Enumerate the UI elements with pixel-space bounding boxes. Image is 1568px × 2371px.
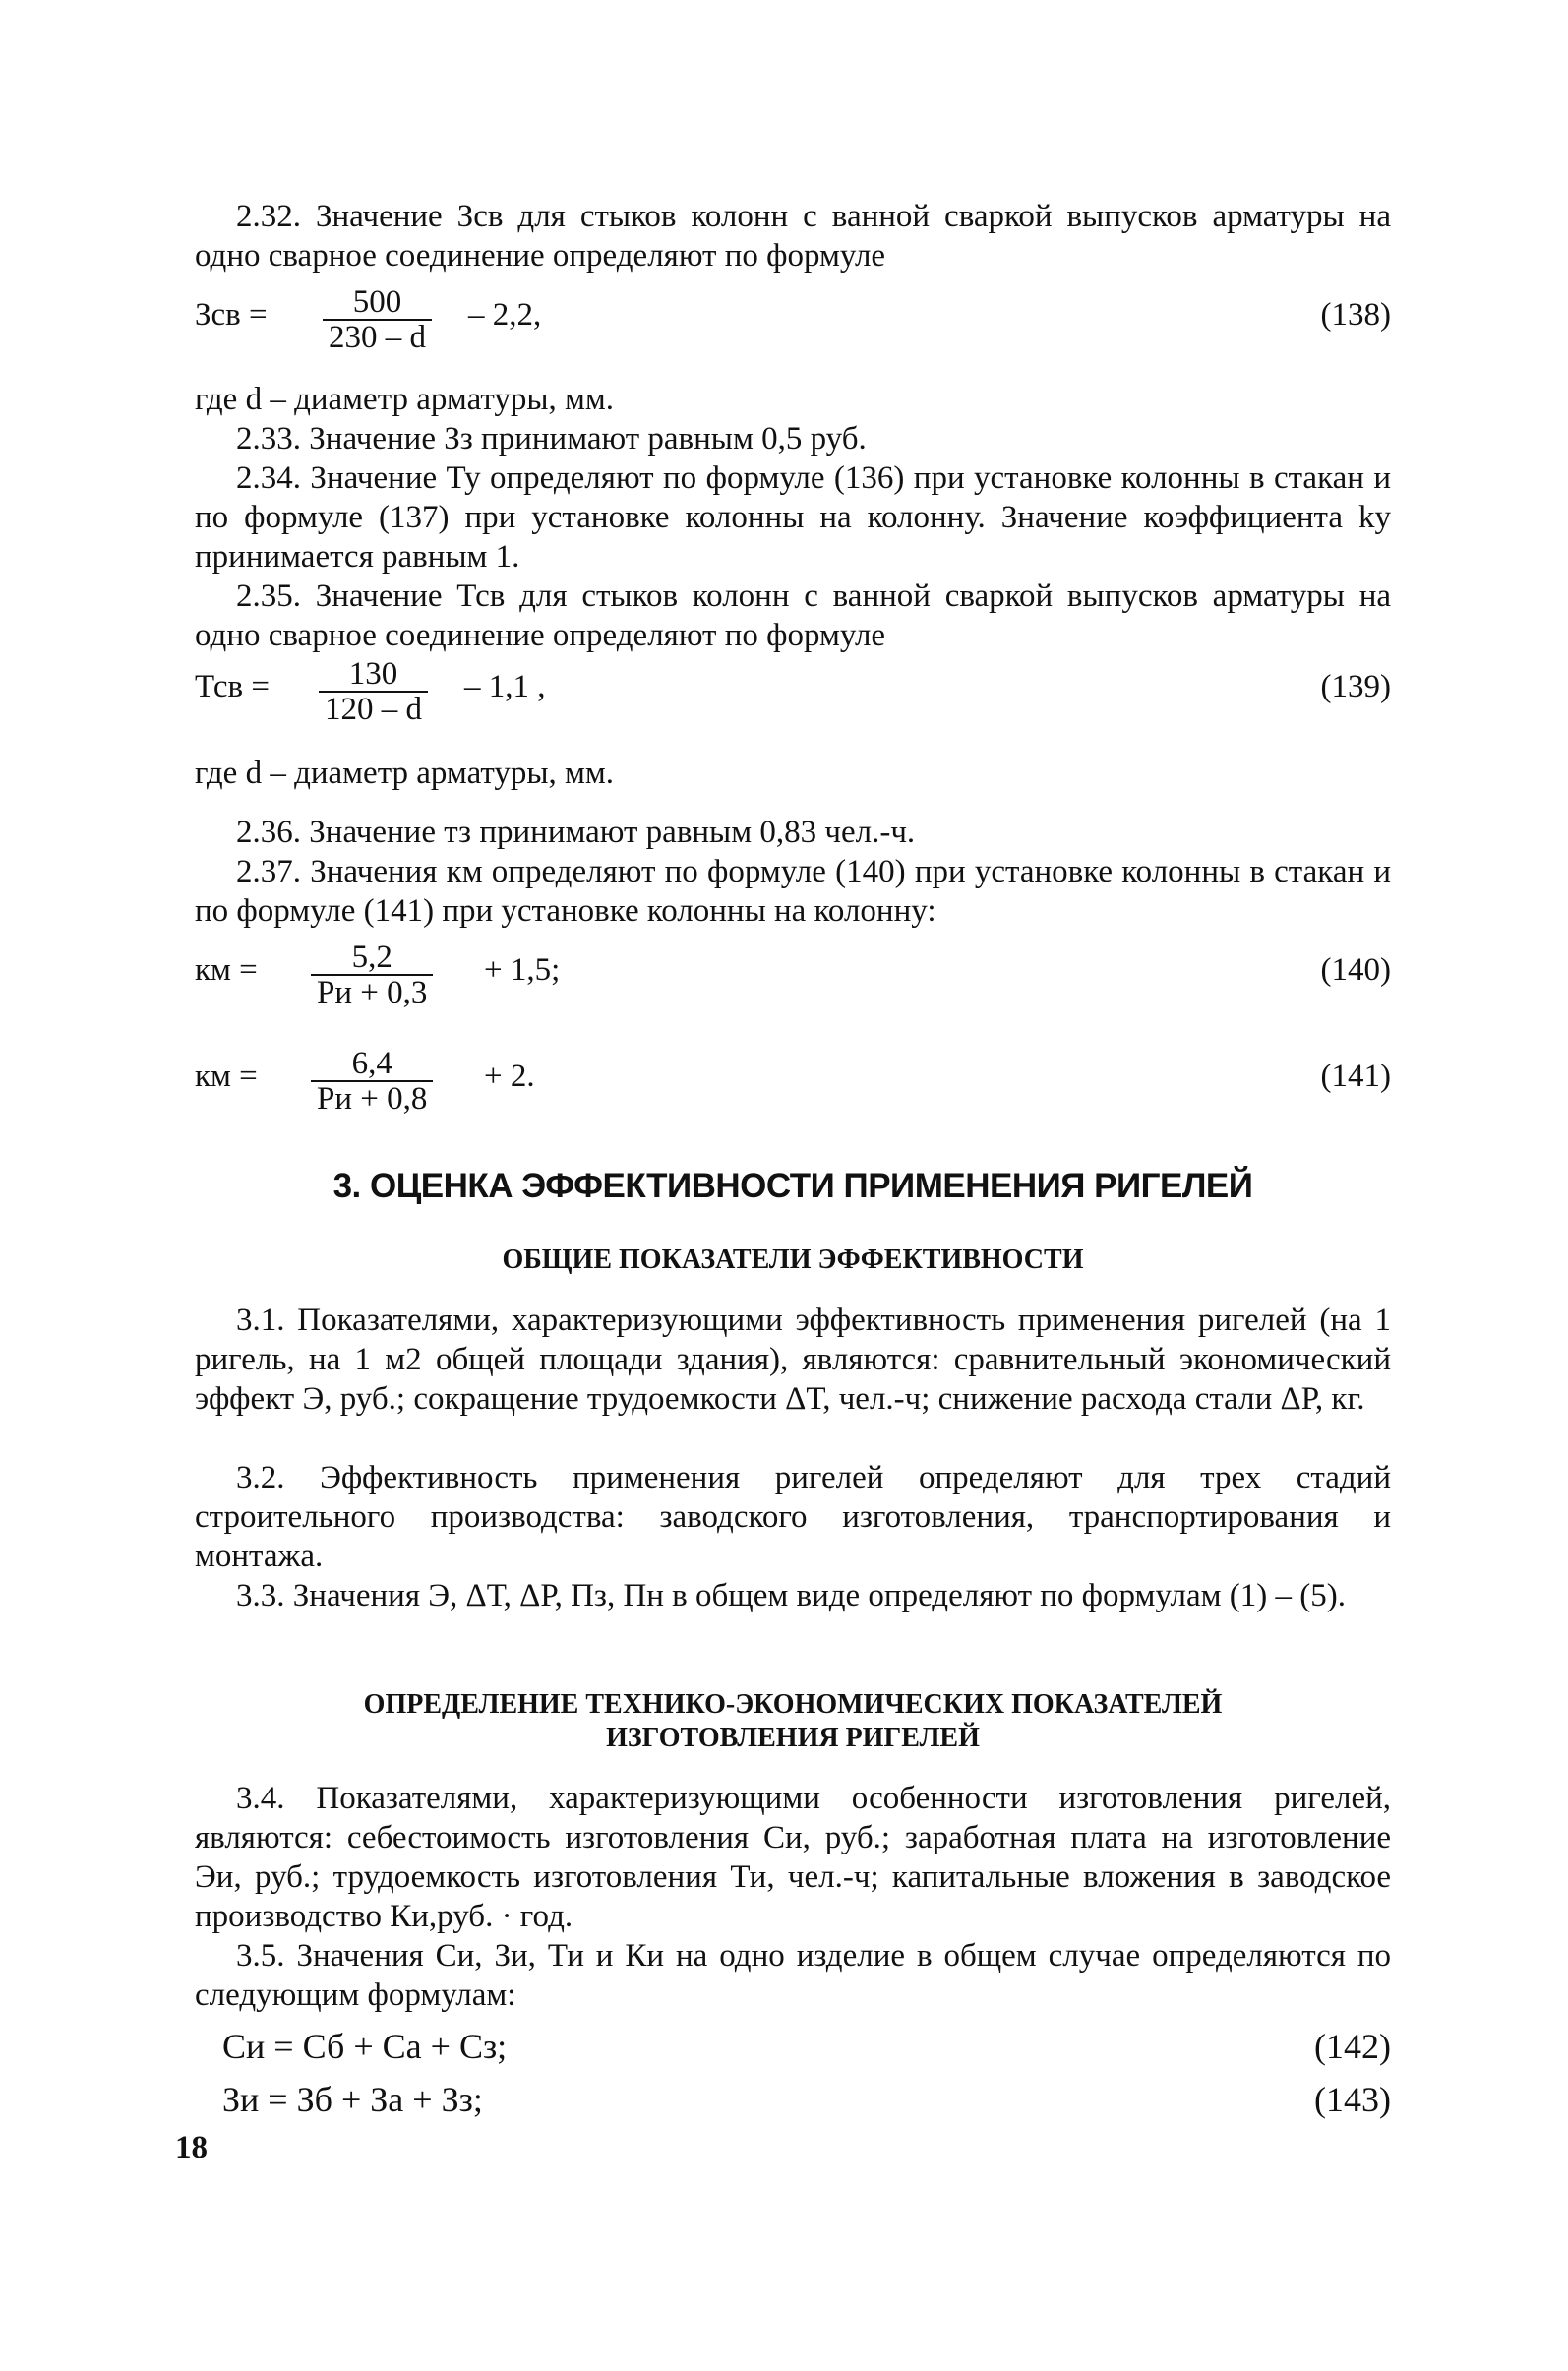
formula-expression: Зи = Зб + За + Зз; xyxy=(222,2080,483,2119)
formula-lhs: км = xyxy=(195,952,258,988)
formula-expression: Си = Сб + Са + Сз; xyxy=(222,2027,508,2066)
equation-number: (140) xyxy=(1320,952,1391,988)
paragraph-2-35 xyxy=(195,577,1391,655)
formula-fraction xyxy=(319,657,428,726)
paragraph-2-36 xyxy=(195,813,1391,852)
paragraph-3-2 xyxy=(195,1458,1391,1576)
section-3-heading: 3. ОЦЕНКА ЭФФЕКТИВНОСТИ ПРИМЕНЕНИЯ РИГЕЛЕЙ xyxy=(332,1167,1253,1205)
paragraph-3-4 xyxy=(195,1779,1391,1936)
formula-rest: + 1,5; xyxy=(484,952,561,988)
subheading-technical-economic xyxy=(195,1688,1391,1755)
formula-rest: – 1,1 , xyxy=(464,669,546,704)
page-number: 18 xyxy=(175,2130,208,2165)
equation-number: (142) xyxy=(1314,2027,1391,2066)
formula-fraction xyxy=(323,285,432,354)
fraction-numerator: 130 xyxy=(348,656,398,692)
paragraph-text: 3.2. Эффективность применения ригелей определяют для трех стадий строительного производства: заводского изготовления, транспортирования и монтажа. xyxy=(195,1460,1391,1574)
paragraph-text: где d – диаметр арматуры, мм. xyxy=(195,382,615,417)
formula-139 xyxy=(195,656,1391,727)
subheading-line-1: ОПРЕДЕЛЕНИЕ ТЕХНИКО-ЭКОНОМИЧЕСКИХ ПОКАЗАТЕЛЕЙ xyxy=(363,1689,1223,1720)
paragraph-text: 2.35. Значение Тсв для стыков колонн с ванной сваркой выпусков арматуры на одно сварное соединение определяют по формуле xyxy=(195,578,1391,653)
fraction-numerator: 6,4 xyxy=(351,1046,392,1081)
formula-lhs: Тсв = xyxy=(195,669,270,704)
subheading-general-indicators: ОБЩИЕ ПОКАЗАТЕЛИ ЭФФЕКТИВНОСТИ xyxy=(502,1245,1084,1275)
fraction-denominator: Ри + 0,8 xyxy=(311,1080,433,1116)
paragraph-text: 3.4. Показателями, характеризующими особенности изготовления ригелей, являются: себестоимость изготовления Си, руб.; заработная плата на изготовление Эи, руб.; трудоемкость изготовления Ти, чел.-ч; капитальные вложения в заводское производство Ки,руб. · год. xyxy=(195,1781,1391,1934)
paragraph-2-37 xyxy=(195,852,1391,931)
paragraph-where-2 xyxy=(195,754,1391,793)
formula-lhs: км = xyxy=(195,1059,258,1094)
paragraph-text: 3.3. Значения Э, ΔТ, ΔР, Пз, Пн в общем виде определяют по формулам (1) – (5). xyxy=(236,1578,1346,1613)
paragraph-text: где d – диаметр арматуры, мм. xyxy=(195,756,615,791)
formula-fraction xyxy=(311,1047,433,1116)
fraction-denominator: Ри + 0,3 xyxy=(311,974,433,1009)
paragraph-2-33 xyxy=(195,419,1391,458)
formula-lhs: Зсв = xyxy=(195,297,268,333)
paragraph-3-1-text: 3.1. Показателями, характеризующими эффективность применения ригелей (на 1 ригель, на 1 м2 общей площади здания), являются: сравнительный экономический эффект Э, руб.; сокращение трудоемкости ΔТ, чел.-ч; снижение расхода стали ΔР, кг. xyxy=(195,1303,1391,1417)
paragraph-2-34 xyxy=(195,458,1391,577)
fraction-denominator: 230 – d xyxy=(323,319,432,354)
equation-number: (138) xyxy=(1320,297,1391,333)
equation-number: (141) xyxy=(1320,1059,1391,1094)
paragraph-text: 2.37. Значения км определяют по формуле (140) при установке колонны в стакан и по формуле (141) при установке колонны на колонну: xyxy=(195,854,1391,929)
formula-143 xyxy=(195,2078,1391,2121)
formula-fraction xyxy=(311,941,433,1009)
fraction-denominator: 120 – d xyxy=(319,691,428,726)
paragraph-text: 3.5. Значения Си, Зи, Ти и Ки на одно изделие в общем случае определяются по следующим формулам: xyxy=(195,1938,1391,2013)
paragraph-text: 2.32. Значение Зсв для стыков колонн с ванной сваркой выпусков арматуры на одно сварное соединение определяют по формуле xyxy=(195,199,1391,274)
equation-number: (143) xyxy=(1314,2080,1391,2119)
formula-141 xyxy=(195,1046,1391,1117)
formula-138 xyxy=(195,284,1391,355)
equation-number: (139) xyxy=(1320,669,1391,704)
paragraph-text: 2.33. Значение Зз принимают равным 0,5 руб. xyxy=(236,421,867,456)
formula-rest: + 2. xyxy=(484,1059,535,1094)
paragraph-3-5 xyxy=(195,1936,1391,2015)
paragraph-3-1 xyxy=(195,1301,1391,1419)
formula-140 xyxy=(195,940,1391,1010)
fraction-numerator: 500 xyxy=(352,284,402,320)
paragraph-text: 2.36. Значение тз принимают равным 0,83 чел.-ч. xyxy=(236,815,916,850)
paragraph-text xyxy=(195,1301,1391,1419)
formula-142 xyxy=(195,2025,1391,2068)
paragraph-2-32 xyxy=(195,197,1391,275)
fraction-numerator: 5,2 xyxy=(351,940,392,975)
paragraph-text: 2.34. Значение Ту определяют по формуле (136) при установке колонны в стакан и по формуле (137) при установке колонны на колонну. Значение коэффициента kу принимается равным 1. xyxy=(195,460,1391,575)
subheading-line-2: ИЗГОТОВЛЕНИЯ РИГЕЛЕЙ xyxy=(606,1723,980,1753)
paragraph-3-3 xyxy=(195,1576,1391,1615)
formula-rest: – 2,2, xyxy=(468,297,542,333)
paragraph-where-1 xyxy=(195,380,1391,419)
